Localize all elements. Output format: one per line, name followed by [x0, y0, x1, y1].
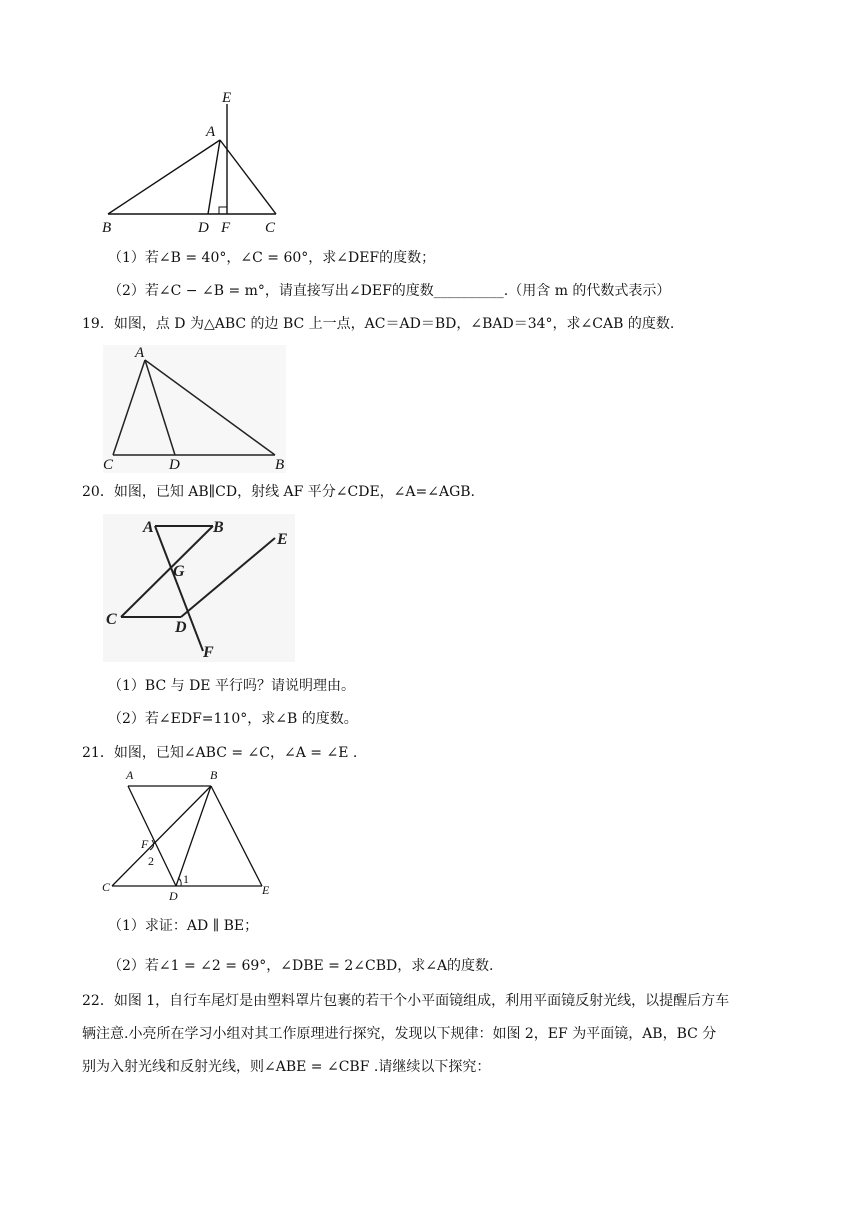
figure-q18 — [98, 84, 288, 236]
label-C: C — [102, 880, 111, 894]
segment-BD — [176, 786, 211, 886]
label-B: B — [210, 768, 218, 782]
q21-part-1: （1）求证：AD ∥ BE； — [108, 918, 259, 934]
q22-line-2: 辆注意.小亮所在学习小组对其工作原理进行探究，发现以下规律：如图 2，EF 为平面镜，AB，BC 分 — [82, 1026, 717, 1042]
label-E: E — [222, 90, 232, 106]
q18-part-1: （1）若∠B = 40°，∠C = 60°，求∠DEF的度数； — [108, 250, 436, 266]
q21-part-2: （2）若∠1 = ∠2 = 69°，∠DBE = 2∠CBD，求∠A的度数. — [108, 958, 494, 974]
label-D: D — [175, 619, 187, 636]
figure-q21 — [98, 768, 280, 904]
figure-q19 — [103, 345, 286, 473]
segment-BE — [211, 786, 262, 886]
segment-AD — [128, 786, 176, 886]
label-G: G — [173, 563, 185, 580]
label-A: A — [206, 124, 216, 140]
segment-BA — [108, 140, 220, 214]
label-A: A — [126, 768, 134, 782]
q20-part-1: （1）BC 与 DE 平行吗？请说明理由。 — [108, 678, 355, 694]
segment-AC — [220, 140, 276, 214]
label-D: D — [198, 220, 209, 236]
label-A: A — [143, 519, 154, 536]
segment-AD — [208, 140, 220, 214]
q21-text: 21．如图，已知∠ABC = ∠C，∠A = ∠E . — [82, 745, 358, 761]
label-C: C — [106, 611, 117, 628]
q18-part-2: （2）若∠C − ∠B = m°，请直接写出∠DEF的度数__________.（用含 m 的代数式表示） — [108, 283, 671, 299]
label-B: B — [102, 220, 112, 236]
label-F: F — [141, 837, 149, 851]
label-B: B — [275, 457, 285, 473]
q19-text: 19．如图，点 D 为△ABC 的边 BC 上一点，AC＝AD＝BD，∠BAD＝34°，求∠CAB 的度数. — [82, 316, 675, 332]
label-C: C — [103, 457, 114, 473]
label-A: A — [135, 345, 145, 361]
label-2: 2 — [148, 854, 154, 868]
label-B: B — [213, 519, 224, 536]
q20-text: 20．如图，已知 AB∥CD，射线 AF 平分∠CDE，∠A=∠AGB. — [82, 484, 476, 500]
q20-part-2: （2）若∠EDF=110°，求∠B 的度数。 — [108, 711, 358, 727]
q22-line-3: 别为入射光线和反射光线，则∠ABE = ∠CBF .请继续以下探究： — [82, 1059, 491, 1075]
label-D: D — [169, 457, 180, 473]
label-D: D — [169, 889, 178, 903]
label-E: E — [262, 883, 270, 897]
q22-line-1: 22．如图 1，自行车尾灯是由塑料罩片包裹的若干个小平面镜组成，利用平面镜反射光线，以提醒后方车 — [82, 993, 730, 1009]
label-F: F — [203, 644, 214, 661]
segment-BC — [112, 786, 211, 886]
label-F: F — [221, 220, 231, 236]
label-1: 1 — [183, 872, 189, 886]
label-C: C — [265, 220, 276, 236]
figure-q20 — [103, 514, 295, 662]
right-angle-mark — [219, 207, 227, 214]
label-E: E — [277, 531, 288, 548]
